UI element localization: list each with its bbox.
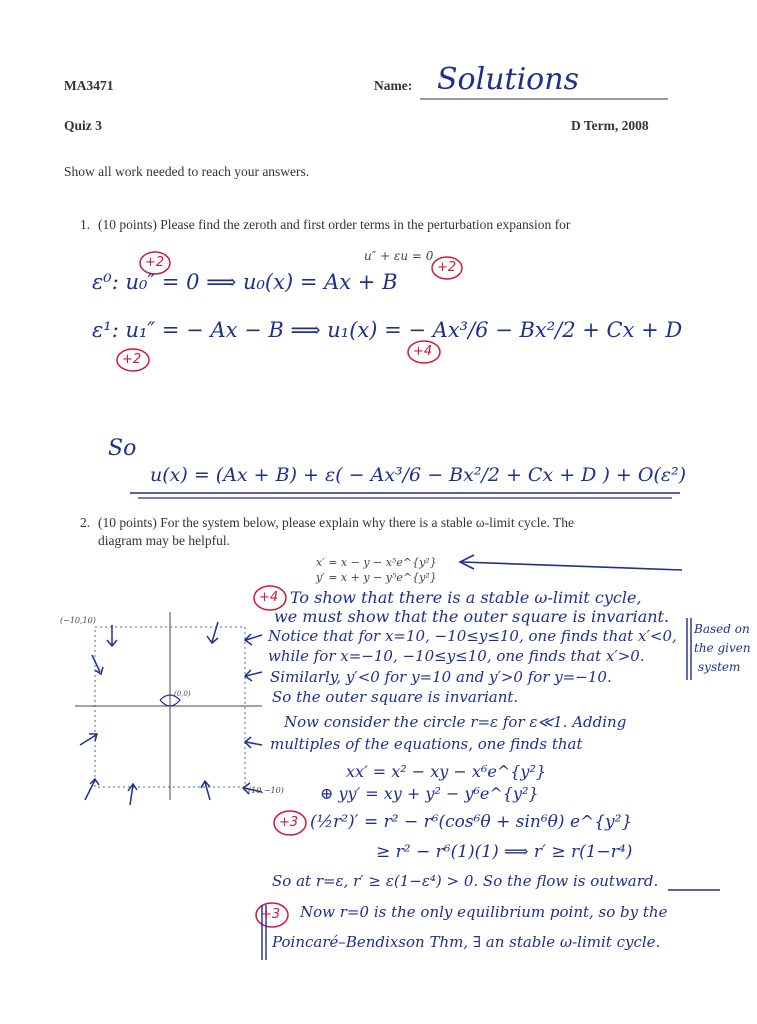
grade-2a: +4 — [259, 590, 279, 605]
grade-1c: +2 — [122, 352, 142, 367]
origin-label: (0,0) — [174, 690, 191, 698]
quiz-label: Quiz 3 — [64, 118, 102, 133]
solution-eq-xx: xx′ = x² − xy − x⁶e^{y²} — [346, 762, 547, 781]
solution-eq-r2: (½r²)′ = r² − r⁶(cos⁶θ + sin⁶θ) e^{y²} — [310, 812, 633, 832]
problem1-so: So — [108, 436, 137, 461]
system-eq-y: y′ = x + y − y⁵e^{y²} — [316, 571, 437, 584]
problem1-zeroth-order: ε⁰: u₀″ = 0 ⟹ u₀(x) = Ax + B — [92, 270, 398, 294]
grade-1b: +2 — [437, 260, 457, 275]
name-value: Solutions — [437, 62, 579, 97]
phase-diagram — [75, 612, 262, 805]
side-note-line: system — [698, 660, 741, 674]
problem1-first-order: ε¹: u₁″ = − Ax − B ⟹ u₁(x) = − Ax³/6 − Bx²/2 + Cx + D — [92, 318, 683, 342]
problem1-number: 1. — [80, 217, 91, 232]
system-eq-x: x′ = x − y − x⁵e^{y²} — [316, 556, 437, 569]
solution-line: Now consider the circle r=ε for ε≪1. Adding — [284, 713, 627, 731]
solution-line: Notice that for x=10, −10≤y≤10, one finds that x′<0, — [268, 627, 677, 645]
problem1-equation: u″ + εu = 0 — [364, 249, 434, 263]
solution-line: So at r=ε, r′ ≥ ε(1−ε⁴) > 0. So the flow is outward. — [272, 872, 659, 890]
solution-line: So the outer square is invariant. — [272, 688, 519, 706]
grade-2b: +3 — [279, 815, 299, 830]
solution-line: we must show that the outer square is invariant. — [274, 607, 670, 626]
course-code: MA3471 — [64, 78, 114, 93]
term-label: D Term, 2008 — [571, 118, 649, 133]
problem2-text-line1: (10 points) For the system below, please explain why there is a stable ω-limit cycle. The — [98, 515, 575, 530]
corner-label-bottom-right: (10,−10) — [248, 786, 284, 795]
solution-eq-yy: ⊕ yy′ = xy + y² − y⁶e^{y²} — [320, 784, 539, 803]
side-note-line: Based on — [694, 622, 750, 636]
grade-2c: +3 — [261, 907, 281, 922]
solution-line: while for x=−10, −10≤y≤10, one finds that x′>0. — [268, 647, 645, 665]
problem1-text: (10 points) Please find the zeroth and first order terms in the perturbation expansion for — [98, 217, 571, 232]
grade-1d: +4 — [413, 344, 433, 359]
solution-ineq-r: ≥ r² − r⁶(1)(1) ⟹ r′ ≥ r(1−r⁴) — [376, 842, 633, 862]
pointer-arrow — [462, 562, 682, 570]
instructions: Show all work needed to reach your answers. — [64, 164, 310, 179]
solution-line: To show that there is a stable ω-limit cycle, — [290, 588, 642, 607]
grade-1a: +2 — [145, 255, 165, 270]
corner-label-top-left: (−10,10) — [60, 616, 96, 625]
solution-line: multiples of the equations, one finds that — [270, 735, 583, 753]
name-label: Name: — [374, 78, 413, 93]
solution-line: Now r=0 is the only equilibrium point, so by the — [300, 903, 668, 921]
problem1-final-answer: u(x) = (Ax + B) + ε( − Ax³/6 − Bx²/2 + Cx + D ) + O(ε²) — [150, 464, 687, 486]
solution-line: Poincaré–Bendixson Thm, ∃ an stable ω-limit cycle. — [272, 933, 661, 951]
side-note-line: the given — [694, 641, 751, 655]
problem2-text-line2: diagram may be helpful. — [98, 533, 230, 548]
problem2-number: 2. — [80, 515, 91, 530]
solution-line: Similarly, y′<0 for y=10 and y′>0 for y=−10. — [270, 668, 612, 686]
